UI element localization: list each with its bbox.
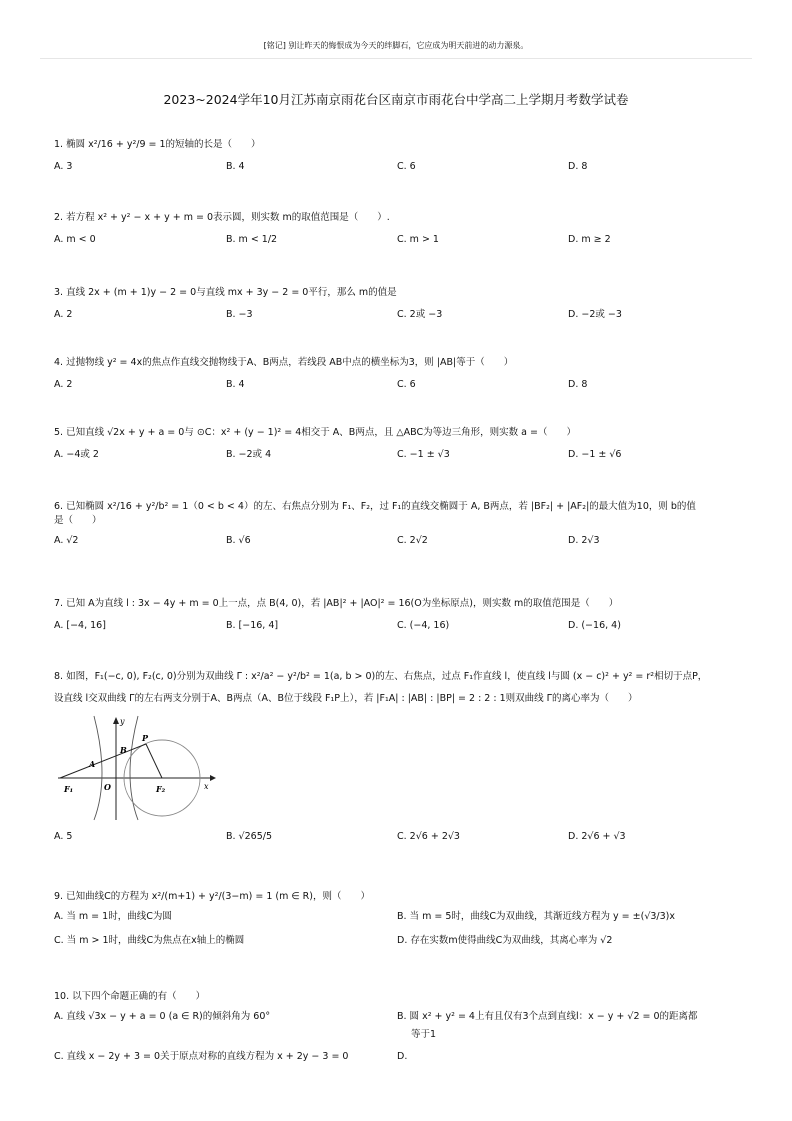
option-a[interactable]: A. 2 [54, 309, 73, 320]
option-d[interactable]: D. −1 ± √6 [568, 449, 622, 460]
question-8-options-row [54, 830, 754, 846]
option-a[interactable]: A. 3 [54, 161, 73, 172]
option-c[interactable]: C. 直线 x − 2y + 3 = 0关于原点对称的直线方程为 x + 2y − 3 = 0 [54, 1051, 349, 1062]
option-b[interactable]: B. −3 [226, 309, 253, 320]
question-5 [54, 426, 754, 464]
label-f1: F₁ [64, 784, 74, 794]
question-10-options-row-1 [54, 1010, 754, 1026]
question-6-stem-continued: 是（ ） [54, 515, 102, 526]
option-b[interactable]: B. √265/5 [226, 831, 272, 842]
question-4-stem: 4. 过抛物线 y² = 4x的焦点作直线交抛物线于A、B两点，若线段 AB中点的横坐标为3，则 |AB|等于（ ） [54, 357, 514, 368]
label-p: P [142, 733, 149, 743]
option-c[interactable]: C. 6 [397, 379, 416, 390]
option-d[interactable]: D. 存在实数m使得曲线C为双曲线，其离心率为 √2 [397, 935, 613, 946]
question-7-stem: 7. 已知 A为直线 l : 3x − 4y + m = 0上一点，点 B(4, 0)，若 |AB|² + |AO|² = 16(O为坐标原点)，则实数 m的取值范围是（ ） [54, 598, 619, 609]
option-b[interactable]: B. −2或 4 [226, 449, 272, 460]
x-axis-arrow [210, 775, 216, 781]
option-b-continued: 等于1 [411, 1029, 437, 1040]
option-b[interactable]: B. 4 [226, 379, 245, 390]
question-3-options [54, 308, 754, 324]
question-8-stem: 8. 如图，F₁(−c, 0), F₂(c, 0)分别为双曲线 Γ : x²/a² − y²/b² = 1(a, b > 0)的左、右焦点，过点 F₁作直线 l，使直线 l与圆 (x − c)² + y² = r²相切于点P， [54, 671, 708, 682]
option-c[interactable]: C. 6 [397, 161, 416, 172]
label-b: B [120, 745, 127, 755]
question-1-stem: 1. 椭圆 x²/16 + y²/9 = 1的短轴的长是（ ） [54, 139, 261, 150]
question-1-options [54, 160, 754, 176]
option-c[interactable]: C. 2√6 + 2√3 [397, 831, 460, 842]
question-8-options [54, 830, 754, 846]
option-d[interactable]: D. 8 [568, 161, 588, 172]
hyperbola-right-branch [130, 716, 138, 820]
option-d[interactable]: D. m ≥ 2 [568, 234, 611, 245]
question-8-stem-continued: 设直线 l交双曲线 Γ的左右两支分别于A、B两点（A、B位于线段 F₁P上），若 |F₁A| : |AB| : |BP| = 2 : 2 : 1则双曲线 Γ的离心率为（ ） [54, 693, 638, 704]
option-c[interactable]: C. 2或 −3 [397, 309, 443, 320]
question-7 [54, 597, 754, 635]
question-2-options [54, 233, 754, 249]
option-c[interactable]: C. m > 1 [397, 234, 439, 245]
option-c[interactable]: C. 2√2 [397, 535, 428, 546]
question-6-options [54, 534, 754, 550]
question-9-stem: 9. 已知曲线C的方程为 x²/(m+1) + y²/(3−m) = 1 (m ∈ R)，则（ ） [54, 891, 370, 902]
question-9 [54, 890, 754, 950]
option-b[interactable]: B. 当 m = 5时，曲线C为双曲线，其渐近线方程为 y = ±(√3/3)x [397, 911, 675, 922]
option-a[interactable]: A. 2 [54, 379, 73, 390]
option-b[interactable]: B. √6 [226, 535, 251, 546]
line-l [60, 744, 146, 778]
header-divider [40, 58, 752, 59]
option-b[interactable]: B. 4 [226, 161, 245, 172]
question-6 [54, 500, 754, 550]
question-7-options [54, 619, 754, 635]
question-5-options [54, 448, 754, 464]
option-d[interactable]: D. (−16, 4) [568, 620, 621, 631]
option-b[interactable]: B. 圆 x² + y² = 4上有且仅有3个点到直线l：x − y + √2 = 0的距离都 [397, 1011, 698, 1022]
option-a[interactable]: A. √2 [54, 535, 79, 546]
question-3-stem: 3. 直线 2x + (m + 1)y − 2 = 0与直线 mx + 3y − 2 = 0平行，那么 m的值是 [54, 287, 397, 298]
option-d[interactable]: D. [397, 1051, 408, 1062]
option-a[interactable]: A. [−4, 16] [54, 620, 106, 631]
question-9-options-row-1 [54, 910, 754, 926]
question-5-stem: 5. 已知直线 √2x + y + a = 0与 ⊙C：x² + (y − 1)² = 4相交于 A、B两点，且 △ABC为等边三角形，则实数 a =（ ） [54, 427, 576, 438]
question-4-options [54, 378, 754, 394]
question-10-options-row-2 [54, 1050, 754, 1066]
question-8 [54, 670, 754, 706]
option-d[interactable]: D. 8 [568, 379, 588, 390]
question-10 [54, 990, 754, 1066]
option-d[interactable]: D. −2或 −3 [568, 309, 622, 320]
option-b[interactable]: B. m < 1/2 [226, 234, 278, 245]
question-3 [54, 286, 754, 324]
option-a[interactable]: A. 直线 √3x − y + a = 0 (a ∈ R)的倾斜角为 60° [54, 1011, 271, 1022]
option-a[interactable]: A. m < 0 [54, 234, 96, 245]
option-b[interactable]: B. [−16, 4] [226, 620, 279, 631]
option-c[interactable]: C. (−4, 16) [397, 620, 450, 631]
label-a: A [89, 759, 96, 769]
option-c[interactable]: C. 当 m > 1时，曲线C为焦点在x轴上的椭圆 [54, 935, 245, 946]
option-c[interactable]: C. −1 ± √3 [397, 449, 450, 460]
option-d[interactable]: D. 2√6 + √3 [568, 831, 626, 842]
label-f2: F₂ [156, 784, 166, 794]
option-a[interactable]: A. 当 m = 1时，曲线C为圆 [54, 911, 172, 922]
question-6-stem: 6. 已知椭圆 x²/16 + y²/b² = 1（0 < b < 4）的左、右焦点分别为 F₁、F₂，过 F₁的直线交椭圆于 A, B两点，若 |BF₂| + |AF₂|的最大值为10，则 b的值 [54, 501, 696, 512]
question-2-stem: 2. 若方程 x² + y² − x + y + m = 0表示圆，则实数 m的取值范围是（ ）. [54, 212, 390, 223]
option-a[interactable]: A. −4或 2 [54, 449, 99, 460]
label-o: O [104, 782, 111, 792]
question-10-options-row-1b [54, 1028, 754, 1044]
label-y: y [120, 717, 125, 726]
question-9-options-row-2 [54, 934, 754, 950]
motto-banner: [铭记] 别让昨天的悔恨成为今天的绊脚石，它应成为明天前进的动力源泉。 [263, 41, 529, 50]
hyperbola-figure [54, 712, 224, 822]
question-4 [54, 356, 754, 394]
question-10-stem: 10. 以下四个命题正确的有（ ） [54, 991, 206, 1002]
option-d[interactable]: D. 2√3 [568, 535, 600, 546]
radius-pf2 [146, 744, 162, 778]
question-2 [54, 211, 754, 249]
y-axis-arrow [113, 717, 119, 724]
question-1 [54, 138, 754, 176]
label-x: x [204, 782, 209, 791]
option-a[interactable]: A. 5 [54, 831, 73, 842]
exam-title: 2023~2024学年10月江苏南京雨花台区南京市雨花台中学高二上学期月考数学试卷 [163, 92, 629, 107]
